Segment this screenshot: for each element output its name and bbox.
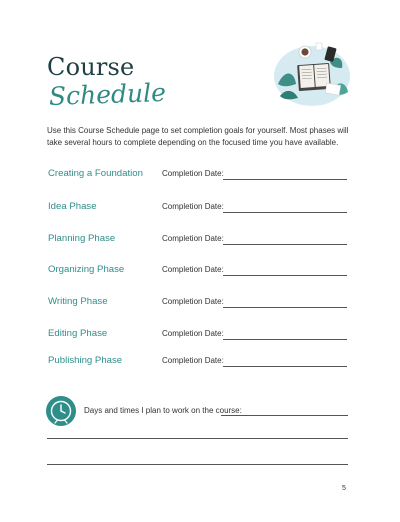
days-times-line[interactable] bbox=[47, 464, 348, 465]
completion-date-line[interactable] bbox=[223, 307, 347, 308]
phase-row bbox=[48, 168, 358, 182]
page-number: 5 bbox=[342, 485, 346, 492]
completion-date-label: Completion Date: bbox=[162, 356, 224, 365]
phase-label: Organizing Phase bbox=[48, 264, 125, 275]
completion-date-line[interactable] bbox=[223, 275, 347, 276]
page-subtitle: Schedule bbox=[48, 77, 167, 111]
phase-label: Planning Phase bbox=[48, 233, 116, 244]
completion-date-label: Completion Date: bbox=[162, 169, 224, 178]
completion-date-line[interactable] bbox=[223, 179, 347, 180]
phase-row bbox=[48, 233, 358, 247]
phase-row bbox=[48, 355, 358, 369]
completion-date-line[interactable] bbox=[223, 366, 347, 367]
open-book-coffee-illustration bbox=[272, 40, 352, 108]
phase-label: Editing Phase bbox=[48, 328, 108, 339]
phase-row bbox=[48, 201, 358, 215]
completion-date-label: Completion Date: bbox=[162, 202, 224, 211]
completion-date-line[interactable] bbox=[223, 244, 347, 245]
phase-label: Writing Phase bbox=[48, 296, 108, 307]
page-title: Course bbox=[47, 53, 135, 81]
intro-text: Use this Course Schedule page to set completion goals for yourself. Most phases will take several hours to complete depending on the focused time you have available. bbox=[47, 126, 349, 147]
completion-date-label: Completion Date: bbox=[162, 265, 224, 274]
clock-icon bbox=[46, 396, 76, 426]
completion-date-label: Completion Date: bbox=[162, 329, 224, 338]
completion-date-label: Completion Date: bbox=[162, 234, 224, 243]
days-times-label: Days and times I plan to work on the course: bbox=[84, 406, 242, 415]
days-times-line[interactable] bbox=[221, 415, 348, 416]
phase-label: Publishing Phase bbox=[48, 355, 123, 366]
phase-label: Idea Phase bbox=[48, 201, 97, 212]
phase-row bbox=[48, 328, 358, 342]
completion-date-label: Completion Date: bbox=[162, 297, 224, 306]
completion-date-line[interactable] bbox=[223, 339, 347, 340]
phase-label: Creating a Foundation bbox=[48, 168, 143, 179]
phase-row bbox=[48, 264, 358, 278]
days-times-line[interactable] bbox=[47, 438, 348, 439]
phase-row bbox=[48, 296, 358, 310]
completion-date-line[interactable] bbox=[223, 212, 347, 213]
